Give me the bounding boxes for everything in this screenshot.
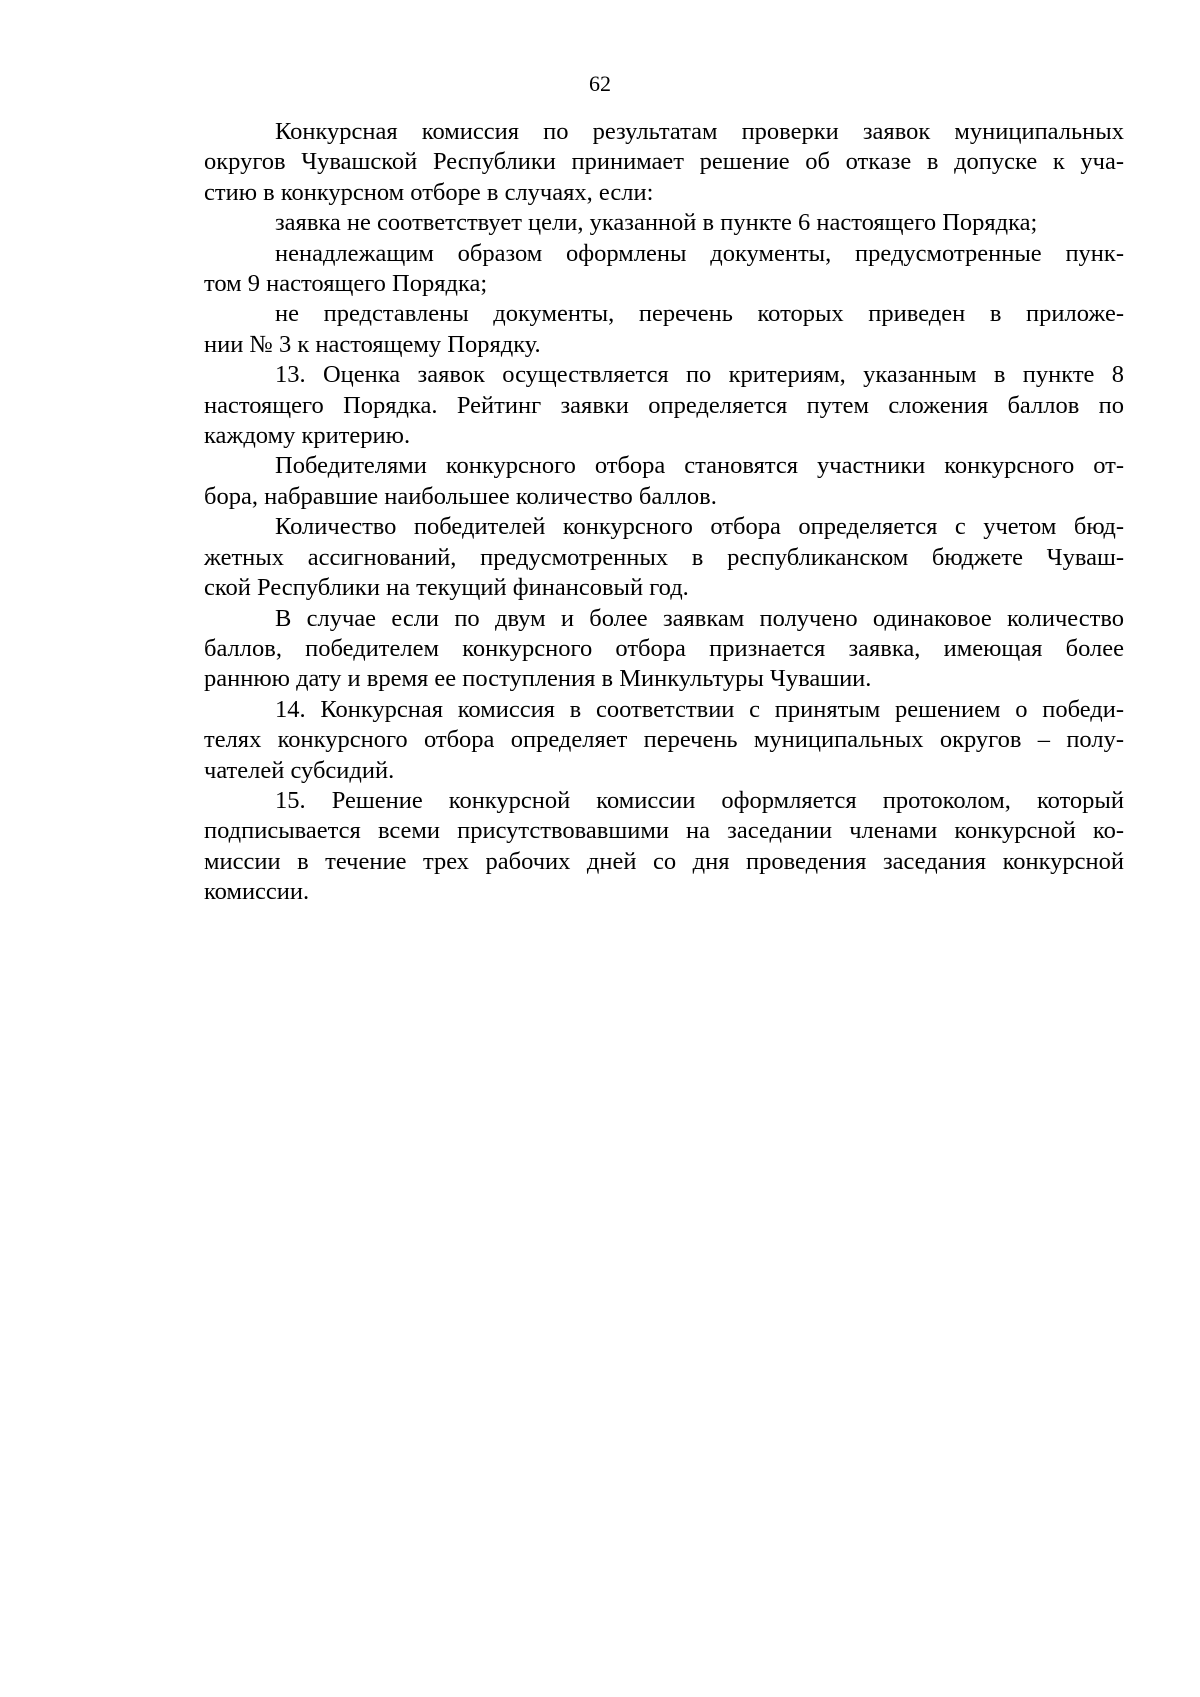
text-line: жетных ассигнований, предусмотренных в республиканском бюджете Чуваш- bbox=[204, 543, 1124, 571]
paragraph bbox=[204, 208, 1124, 238]
paragraph bbox=[204, 512, 1124, 603]
text-line: подписывается всеми присутствовавшими на заседании членами конкурсной ко- bbox=[204, 817, 1124, 845]
text-line: комиссии. bbox=[204, 878, 310, 906]
paragraph bbox=[204, 239, 1124, 300]
text-line: телях конкурсного отбора определяет перечень муниципальных округов – полу- bbox=[204, 726, 1124, 754]
text-line: каждому критерию. bbox=[204, 422, 411, 450]
text-line: заявка не соответствует цели, указанной в пункте 6 настоящего Порядка; bbox=[275, 209, 1038, 237]
text-line: В случае если по двум и более заявкам получено одинаковое количество bbox=[275, 604, 1124, 632]
paragraph bbox=[204, 604, 1124, 695]
text-line: бора, набравшие наибольшее количество баллов. bbox=[204, 482, 717, 510]
text-line: 14. Конкурсная комиссия в соответствии с принятым решением о победи- bbox=[275, 695, 1124, 723]
paragraph bbox=[204, 299, 1124, 360]
text-line: Победителями конкурсного отбора становятся участники конкурсного от- bbox=[275, 452, 1124, 480]
text-line: настоящего Порядка. Рейтинг заявки определяется путем сложения баллов по bbox=[204, 391, 1124, 419]
page-number: 62 bbox=[589, 71, 611, 96]
text-line: ненадлежащим образом оформлены документы, предусмотренные пунк- bbox=[275, 239, 1124, 267]
text-line: баллов, победителем конкурсного отбора признается заявка, имеющая более bbox=[204, 634, 1124, 662]
paragraph bbox=[204, 786, 1124, 908]
paragraph bbox=[204, 360, 1124, 451]
text-line: Количество победителей конкурсного отбора определяется с учетом бюд- bbox=[275, 513, 1124, 541]
document-body bbox=[204, 117, 1124, 908]
paragraph bbox=[204, 117, 1124, 208]
text-line: миссии в течение трех рабочих дней со дня проведения заседания конкурсной bbox=[204, 847, 1124, 875]
text-line: том 9 настоящего Порядка; bbox=[204, 270, 488, 298]
text-line: Конкурсная комиссия по результатам проверки заявок муниципальных bbox=[275, 118, 1124, 145]
text-line: нии № 3 к настоящему Порядку. bbox=[204, 330, 541, 358]
text-line: не представлены документы, перечень которых приведен в приложе- bbox=[275, 300, 1124, 328]
text-line: 15. Решение конкурсной комиссии оформляется протоколом, который bbox=[275, 786, 1124, 814]
text-line: стию в конкурсном отборе в случаях, если: bbox=[204, 178, 654, 206]
text-line: 13. Оценка заявок осуществляется по критериям, указанным в пункте 8 bbox=[275, 361, 1124, 389]
text-line: округов Чувашской Республики принимает решение об отказе в допуске к уча- bbox=[204, 148, 1124, 176]
text-line: раннюю дату и время ее поступления в Минкультуры Чувашии. bbox=[204, 665, 872, 693]
text-line: ской Республики на текущий финансовый год. bbox=[204, 574, 689, 602]
paragraph bbox=[204, 451, 1124, 512]
paragraph bbox=[204, 695, 1124, 786]
text-line: чателей субсидий. bbox=[204, 756, 395, 784]
